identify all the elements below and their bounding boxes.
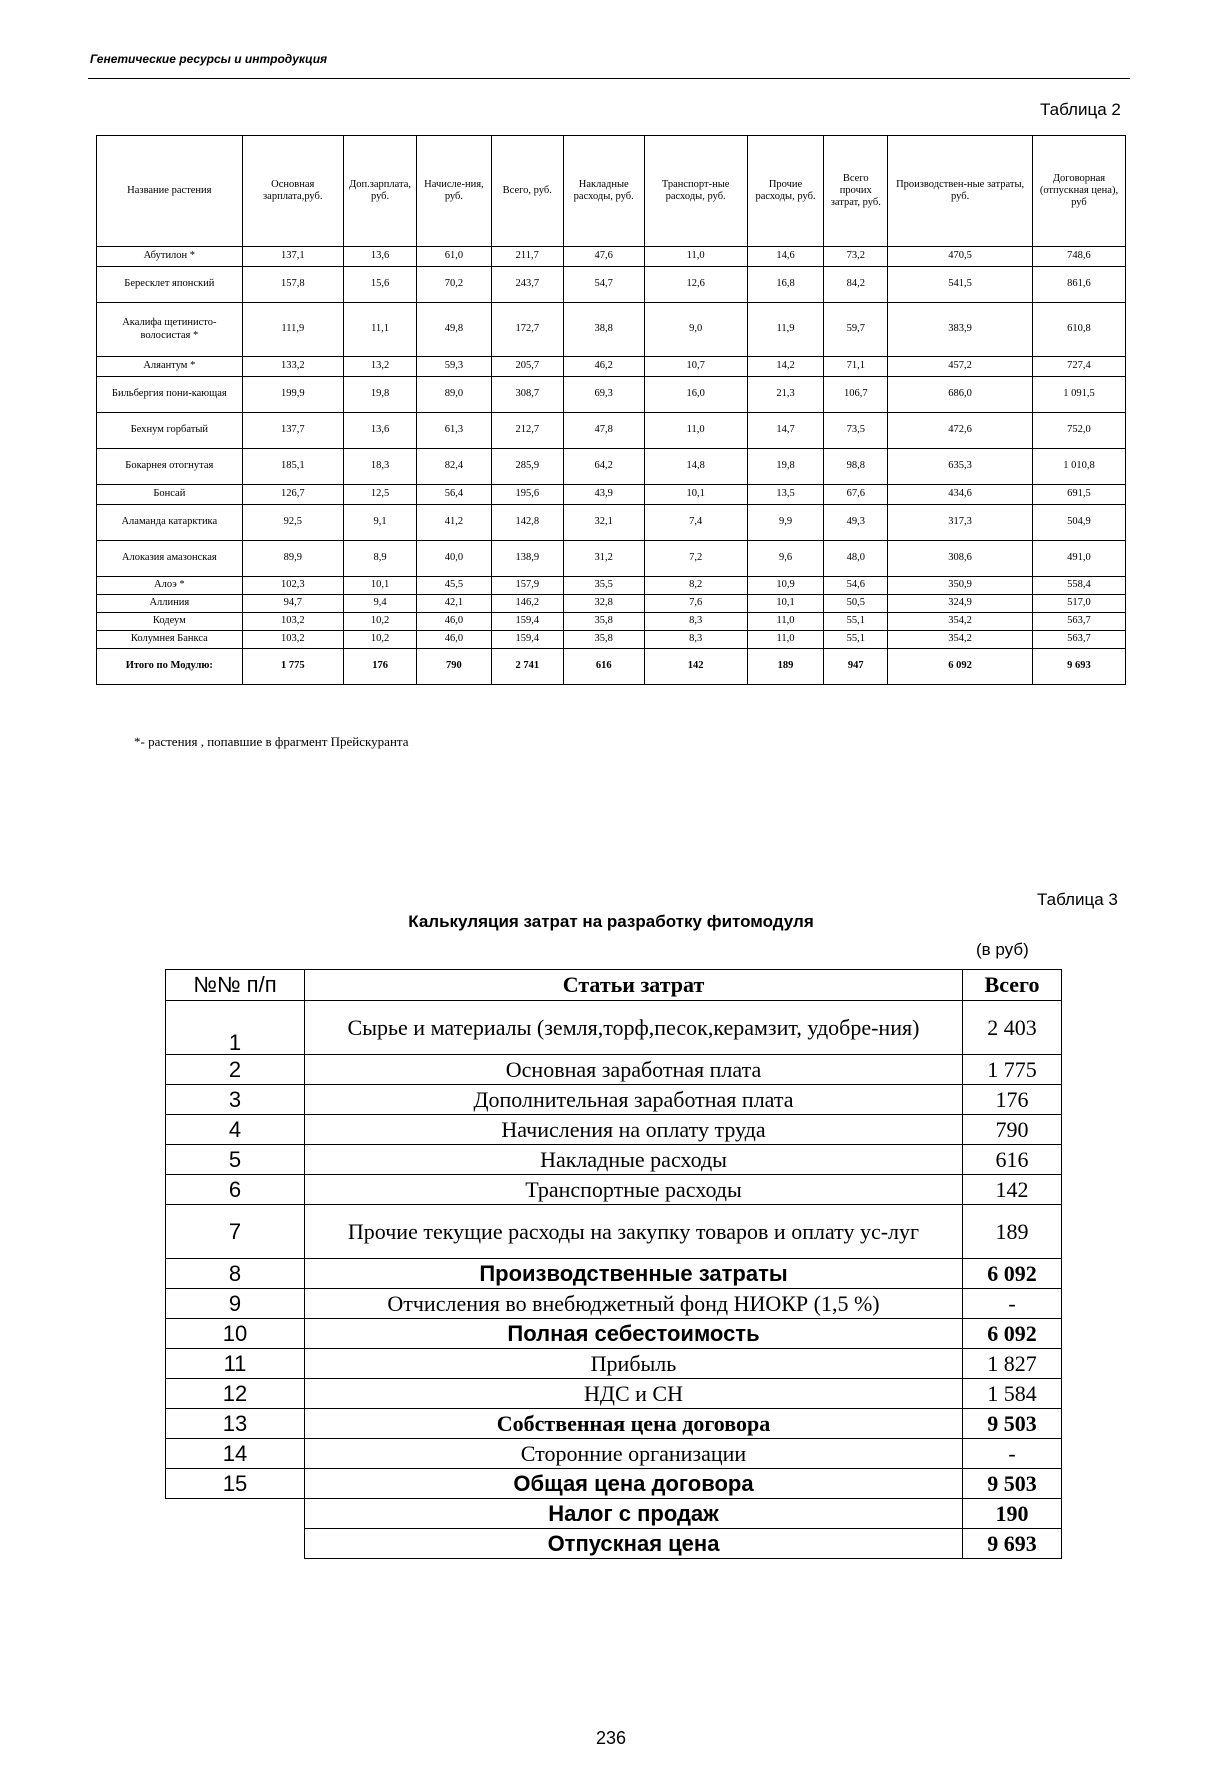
table3-row xyxy=(166,1529,1062,1559)
table3-row xyxy=(166,1085,1062,1115)
page-number: 236 xyxy=(595,1728,627,1748)
table2-value-cell: 73,2 xyxy=(824,247,888,267)
table2-value-cell: 285,9 xyxy=(491,449,563,485)
table2-row xyxy=(97,303,1126,357)
table2-value-cell: 8,3 xyxy=(644,613,747,631)
table2-value-cell: 16,0 xyxy=(644,377,747,413)
table2-value-cell: 13,2 xyxy=(343,357,416,377)
plant-name-cell: Алоэ * xyxy=(97,577,243,595)
table2-value-cell: 56,4 xyxy=(417,485,491,505)
cost-total-cell: 790 xyxy=(963,1115,1062,1145)
table2-value-cell: 19,8 xyxy=(747,449,823,485)
cost-item-cell: Начисления на оплату труда xyxy=(305,1115,963,1145)
table2-footnote: *- растения , попавшие в фрагмент Прейскуранта xyxy=(134,734,409,749)
table2-value-cell: 10,1 xyxy=(747,595,823,613)
row-number-cell: 12 xyxy=(166,1379,305,1409)
table2-value-cell: 383,9 xyxy=(888,303,1033,357)
table2-row xyxy=(97,631,1126,649)
plant-name-cell: Аллиния xyxy=(97,595,243,613)
plant-name-cell: Бокарнея отогнутая xyxy=(97,449,243,485)
table2-value-cell: 472,6 xyxy=(888,413,1033,449)
table2-value-cell: 54,7 xyxy=(563,267,644,303)
cost-item-cell: Собственная цена договора xyxy=(305,1409,963,1439)
table2-value-cell: 563,7 xyxy=(1032,631,1125,649)
table2-value-cell: 8,9 xyxy=(343,541,416,577)
table2-col-header: Всего, руб. xyxy=(491,136,563,247)
table2-value-cell: 94,7 xyxy=(242,595,343,613)
table2-value-cell: 159,4 xyxy=(491,613,563,631)
plant-name-cell: Алоказия амазонская xyxy=(97,541,243,577)
table2-value-cell: 11,0 xyxy=(747,631,823,649)
cost-total-cell: 616 xyxy=(963,1145,1062,1175)
table2-value-cell: 46,0 xyxy=(417,613,491,631)
cost-total-cell: 6 092 xyxy=(963,1319,1062,1349)
table2-value-cell: 61,0 xyxy=(417,247,491,267)
table2-value-cell: 691,5 xyxy=(1032,485,1125,505)
table2-row xyxy=(97,247,1126,267)
table2-caption: Таблица 2 xyxy=(1040,100,1121,119)
table3-row xyxy=(166,1115,1062,1145)
table2-value-cell: 199,9 xyxy=(242,377,343,413)
table2-value-cell: 13,6 xyxy=(343,413,416,449)
table2-value-cell: 18,3 xyxy=(343,449,416,485)
plant-name-cell: Кодеум xyxy=(97,613,243,631)
table3-caption: Таблица 3 xyxy=(1037,890,1118,909)
table2-value-cell: 32,8 xyxy=(563,595,644,613)
table2-row xyxy=(97,267,1126,303)
table2-value-cell: 61,3 xyxy=(417,413,491,449)
table2-value-cell: 752,0 xyxy=(1032,413,1125,449)
table2-value-cell: 55,1 xyxy=(824,613,888,631)
total-value-cell: 947 xyxy=(824,649,888,685)
row-number-cell xyxy=(166,1529,305,1559)
table2-value-cell: 103,2 xyxy=(242,631,343,649)
table2-row xyxy=(97,485,1126,505)
table2-value-cell: 243,7 xyxy=(491,267,563,303)
plant-name-cell: Акалифа щетинисто-волосистая * xyxy=(97,303,243,357)
table2-value-cell: 211,7 xyxy=(491,247,563,267)
table3-row xyxy=(166,1439,1062,1469)
cost-total-cell: 189 xyxy=(963,1205,1062,1259)
table2-row xyxy=(97,357,1126,377)
table2-value-cell: 98,8 xyxy=(824,449,888,485)
table3-row xyxy=(166,1001,1062,1055)
table2-value-cell: 55,1 xyxy=(824,631,888,649)
table2-row xyxy=(97,413,1126,449)
table3-row xyxy=(166,1175,1062,1205)
row-number-cell: 8 xyxy=(166,1259,305,1289)
table2-value-cell: 7,6 xyxy=(644,595,747,613)
table2-value-cell: 10,2 xyxy=(343,613,416,631)
table2-value-cell: 69,3 xyxy=(563,377,644,413)
total-value-cell: 1 775 xyxy=(242,649,343,685)
cost-total-cell: 142 xyxy=(963,1175,1062,1205)
cost-total-cell: 176 xyxy=(963,1085,1062,1115)
table2-value-cell: 157,8 xyxy=(242,267,343,303)
table2-row xyxy=(97,613,1126,631)
table2-value-cell: 49,8 xyxy=(417,303,491,357)
table2-value-cell: 35,5 xyxy=(563,577,644,595)
table2-value-cell: 172,7 xyxy=(491,303,563,357)
table3-col-header: Всего xyxy=(963,970,1062,1001)
cost-total-cell: 1 584 xyxy=(963,1379,1062,1409)
table2-value-cell: 70,2 xyxy=(417,267,491,303)
row-number-cell: 2 xyxy=(166,1055,305,1085)
table2-value-cell: 49,3 xyxy=(824,505,888,541)
table2-value-cell: 9,1 xyxy=(343,505,416,541)
table2-value-cell: 12,5 xyxy=(343,485,416,505)
cost-item-cell: НДС и СН xyxy=(305,1379,963,1409)
table2-value-cell: 7,4 xyxy=(644,505,747,541)
table2-value-cell: 84,2 xyxy=(824,267,888,303)
table2-value-cell: 14,8 xyxy=(644,449,747,485)
cost-total-cell: 6 092 xyxy=(963,1259,1062,1289)
cost-total-cell: 2 403 xyxy=(963,1001,1062,1055)
table2-value-cell: 50,5 xyxy=(824,595,888,613)
table2-value-cell: 137,1 xyxy=(242,247,343,267)
table2-value-cell: 14,6 xyxy=(747,247,823,267)
table2-value-cell: 354,2 xyxy=(888,631,1033,649)
cost-item-cell: Накладные расходы xyxy=(305,1145,963,1175)
cost-total-cell: - xyxy=(963,1289,1062,1319)
table2-value-cell: 9,4 xyxy=(343,595,416,613)
table2-value-cell: 35,8 xyxy=(563,613,644,631)
table2-col-header: Основная зарплата,руб. xyxy=(242,136,343,247)
cost-item-cell: Основная заработная плата xyxy=(305,1055,963,1085)
table2-value-cell: 10,1 xyxy=(343,577,416,595)
plant-name-cell: Аламанда катарктика xyxy=(97,505,243,541)
table2-value-cell: 59,7 xyxy=(824,303,888,357)
table2-value-cell: 10,1 xyxy=(644,485,747,505)
total-value-cell: 189 xyxy=(747,649,823,685)
table2-value-cell: 8,3 xyxy=(644,631,747,649)
cost-item-cell: Прибыль xyxy=(305,1349,963,1379)
cost-item-cell: Прочие текущие расходы на закупку товаров и оплату ус-луг xyxy=(305,1205,963,1259)
row-number-cell: 4 xyxy=(166,1115,305,1145)
running-header: Генетические ресурсы и интродукция xyxy=(90,52,328,66)
cost-item-cell: Отчисления во внебюджетный фонд НИОКР (1,5 %) xyxy=(305,1289,963,1319)
table2-value-cell: 45,5 xyxy=(417,577,491,595)
table2-value-cell: 12,6 xyxy=(644,267,747,303)
table2-value-cell: 10,7 xyxy=(644,357,747,377)
table2-value-cell: 73,5 xyxy=(824,413,888,449)
table2-value-cell: 457,2 xyxy=(888,357,1033,377)
table2-value-cell: 47,6 xyxy=(563,247,644,267)
table2-value-cell: 1 010,8 xyxy=(1032,449,1125,485)
table2-value-cell: 558,4 xyxy=(1032,577,1125,595)
table2-value-cell: 142,8 xyxy=(491,505,563,541)
table2-value-cell: 82,4 xyxy=(417,449,491,485)
table2-row xyxy=(97,577,1126,595)
table2-value-cell: 11,0 xyxy=(747,613,823,631)
cost-total-cell: 1 827 xyxy=(963,1349,1062,1379)
total-value-cell: 176 xyxy=(343,649,416,685)
table2-value-cell: 212,7 xyxy=(491,413,563,449)
table2-value-cell: 92,5 xyxy=(242,505,343,541)
table2-value-cell: 35,8 xyxy=(563,631,644,649)
table2-value-cell: 727,4 xyxy=(1032,357,1125,377)
cost-item-cell: Общая цена договора xyxy=(305,1469,963,1499)
table2-value-cell: 7,2 xyxy=(644,541,747,577)
table2 xyxy=(96,135,1126,685)
table2-value-cell: 610,8 xyxy=(1032,303,1125,357)
table2-value-cell: 146,2 xyxy=(491,595,563,613)
plant-name-cell: Бересклет японский xyxy=(97,267,243,303)
table2-value-cell: 517,0 xyxy=(1032,595,1125,613)
cost-item-cell: Дополнительная заработная плата xyxy=(305,1085,963,1115)
cost-item-cell: Сторонние организации xyxy=(305,1439,963,1469)
total-value-cell: 790 xyxy=(417,649,491,685)
table2-value-cell: 11,1 xyxy=(343,303,416,357)
row-number-cell: 10 xyxy=(166,1319,305,1349)
table2-value-cell: 137,7 xyxy=(242,413,343,449)
total-value-cell: 9 693 xyxy=(1032,649,1125,685)
table3-col-header: №№ п/п xyxy=(166,970,305,1001)
total-value-cell: 616 xyxy=(563,649,644,685)
table2-value-cell: 434,6 xyxy=(888,485,1033,505)
table3-row xyxy=(166,1469,1062,1499)
table2-value-cell: 89,9 xyxy=(242,541,343,577)
cost-item-cell: Сырье и материалы (земля,торф,песок,керамзит, удобре-ния) xyxy=(305,1001,963,1055)
table2-col-header: Транспорт-ные расходы, руб. xyxy=(644,136,747,247)
cost-item-cell: Полная себестоимость xyxy=(305,1319,963,1349)
table2-value-cell: 157,9 xyxy=(491,577,563,595)
table2-value-cell: 9,6 xyxy=(747,541,823,577)
total-value-cell: 142 xyxy=(644,649,747,685)
table2-value-cell: 308,7 xyxy=(491,377,563,413)
table2-value-cell: 350,9 xyxy=(888,577,1033,595)
plant-name-cell: Бильбергия пони-кающая xyxy=(97,377,243,413)
plant-name-cell: Колумнея Банкса xyxy=(97,631,243,649)
table2-value-cell: 541,5 xyxy=(888,267,1033,303)
table2-col-header: Начисле-ния, руб. xyxy=(417,136,491,247)
table2-value-cell: 185,1 xyxy=(242,449,343,485)
cost-total-cell: 9 693 xyxy=(963,1529,1062,1559)
table2-value-cell: 43,9 xyxy=(563,485,644,505)
table3-row xyxy=(166,1379,1062,1409)
table2-col-header: Прочие расходы, руб. xyxy=(747,136,823,247)
table2-value-cell: 195,6 xyxy=(491,485,563,505)
table2-value-cell: 9,9 xyxy=(747,505,823,541)
table2-col-header: Название растения xyxy=(97,136,243,247)
table2-col-header: Доп.зарплата, руб. xyxy=(343,136,416,247)
table2-value-cell: 491,0 xyxy=(1032,541,1125,577)
table2-value-cell: 10,2 xyxy=(343,631,416,649)
table2-col-header: Всего прочих затрат, руб. xyxy=(824,136,888,247)
row-number-cell: 3 xyxy=(166,1085,305,1115)
table3-unit: (в руб) xyxy=(976,940,1029,959)
table2-value-cell: 11,0 xyxy=(644,413,747,449)
table2-header-row xyxy=(97,136,1126,247)
table2-value-cell: 563,7 xyxy=(1032,613,1125,631)
cost-item-cell: Налог с продаж xyxy=(305,1499,963,1529)
table2-row xyxy=(97,449,1126,485)
table2-value-cell: 64,2 xyxy=(563,449,644,485)
table2-value-cell: 103,2 xyxy=(242,613,343,631)
cost-total-cell: 190 xyxy=(963,1499,1062,1529)
table2-value-cell: 32,1 xyxy=(563,505,644,541)
table2-value-cell: 861,6 xyxy=(1032,267,1125,303)
row-number-cell xyxy=(166,1499,305,1529)
row-number-cell: 9 xyxy=(166,1289,305,1319)
row-number-cell: 7 xyxy=(166,1205,305,1259)
row-number-cell: 15 xyxy=(166,1469,305,1499)
row-number-cell: 5 xyxy=(166,1145,305,1175)
table2-row xyxy=(97,505,1126,541)
table2-value-cell: 59,3 xyxy=(417,357,491,377)
table2-value-cell: 13,6 xyxy=(343,247,416,267)
table2-value-cell: 8,2 xyxy=(644,577,747,595)
table2-value-cell: 40,0 xyxy=(417,541,491,577)
cost-total-cell: 1 775 xyxy=(963,1055,1062,1085)
cost-total-cell: 9 503 xyxy=(963,1409,1062,1439)
header-rule xyxy=(88,78,1130,79)
table2-value-cell: 15,6 xyxy=(343,267,416,303)
plant-name-cell: Абутилон * xyxy=(97,247,243,267)
table2-value-cell: 9,0 xyxy=(644,303,747,357)
table3-row xyxy=(166,1499,1062,1529)
row-number-cell: 11 xyxy=(166,1349,305,1379)
table3-row xyxy=(166,1259,1062,1289)
table2-value-cell: 41,2 xyxy=(417,505,491,541)
table2-value-cell: 205,7 xyxy=(491,357,563,377)
table2-value-cell: 21,3 xyxy=(747,377,823,413)
total-value-cell: 6 092 xyxy=(888,649,1033,685)
table2-value-cell: 16,8 xyxy=(747,267,823,303)
table2-value-cell: 504,9 xyxy=(1032,505,1125,541)
table2-value-cell: 133,2 xyxy=(242,357,343,377)
table2-value-cell: 11,0 xyxy=(644,247,747,267)
plant-name-cell: Аляантум * xyxy=(97,357,243,377)
table2-value-cell: 102,3 xyxy=(242,577,343,595)
table2-total-row xyxy=(97,649,1126,685)
table2-value-cell: 48,0 xyxy=(824,541,888,577)
cost-item-cell: Производственные затраты xyxy=(305,1259,963,1289)
plant-name-cell: Бонсай xyxy=(97,485,243,505)
cost-total-cell: 9 503 xyxy=(963,1469,1062,1499)
table2-value-cell: 686,0 xyxy=(888,377,1033,413)
table2-value-cell: 354,2 xyxy=(888,613,1033,631)
table2-value-cell: 159,4 xyxy=(491,631,563,649)
row-number-cell: 13 xyxy=(166,1409,305,1439)
table2-value-cell: 54,6 xyxy=(824,577,888,595)
table2-row xyxy=(97,377,1126,413)
table2-value-cell: 46,0 xyxy=(417,631,491,649)
table2-value-cell: 126,7 xyxy=(242,485,343,505)
table2-value-cell: 111,9 xyxy=(242,303,343,357)
table2-value-cell: 31,2 xyxy=(563,541,644,577)
table3-title: Калькуляция затрат на разработку фитомодуля xyxy=(408,912,814,931)
table3 xyxy=(165,969,1062,1559)
cost-item-cell: Транспортные расходы xyxy=(305,1175,963,1205)
table2-value-cell: 10,9 xyxy=(747,577,823,595)
table2-value-cell: 635,3 xyxy=(888,449,1033,485)
table2-value-cell: 13,5 xyxy=(747,485,823,505)
table2-value-cell: 71,1 xyxy=(824,357,888,377)
table2-value-cell: 67,6 xyxy=(824,485,888,505)
table2-value-cell: 38,8 xyxy=(563,303,644,357)
table2-value-cell: 138,9 xyxy=(491,541,563,577)
table3-row xyxy=(166,1319,1062,1349)
row-number-cell: 1 xyxy=(166,1001,305,1055)
table2-value-cell: 46,2 xyxy=(563,357,644,377)
table2-value-cell: 42,1 xyxy=(417,595,491,613)
row-number-cell: 6 xyxy=(166,1175,305,1205)
table2-value-cell: 47,8 xyxy=(563,413,644,449)
table2-value-cell: 1 091,5 xyxy=(1032,377,1125,413)
table2-row xyxy=(97,595,1126,613)
table3-row xyxy=(166,1409,1062,1439)
table2-value-cell: 14,7 xyxy=(747,413,823,449)
table3-header-row xyxy=(166,970,1062,1001)
table3-row xyxy=(166,1349,1062,1379)
plant-name-cell: Бехнум горбатый xyxy=(97,413,243,449)
table2-value-cell: 324,9 xyxy=(888,595,1033,613)
table3-row xyxy=(166,1055,1062,1085)
cost-total-cell: - xyxy=(963,1439,1062,1469)
total-value-cell: 2 741 xyxy=(491,649,563,685)
table2-value-cell: 308,6 xyxy=(888,541,1033,577)
table2-col-header: Договорная (отпускная цена), руб xyxy=(1032,136,1125,247)
table3-row xyxy=(166,1289,1062,1319)
table2-row xyxy=(97,541,1126,577)
cost-item-cell: Отпускная цена xyxy=(305,1529,963,1559)
table3-row xyxy=(166,1145,1062,1175)
table2-value-cell: 748,6 xyxy=(1032,247,1125,267)
table2-value-cell: 317,3 xyxy=(888,505,1033,541)
table2-value-cell: 106,7 xyxy=(824,377,888,413)
table2-col-header: Производствен-ные затраты, руб. xyxy=(888,136,1033,247)
table2-value-cell: 89,0 xyxy=(417,377,491,413)
table2-value-cell: 470,5 xyxy=(888,247,1033,267)
table3-col-header: Статьи затрат xyxy=(305,970,963,1001)
total-label-cell: Итого по Модулю: xyxy=(97,649,243,685)
table2-col-header: Накладные расходы, руб. xyxy=(563,136,644,247)
table2-value-cell: 14,2 xyxy=(747,357,823,377)
row-number-cell: 14 xyxy=(166,1439,305,1469)
table2-value-cell: 11,9 xyxy=(747,303,823,357)
table2-value-cell: 19,8 xyxy=(343,377,416,413)
table3-row xyxy=(166,1205,1062,1259)
